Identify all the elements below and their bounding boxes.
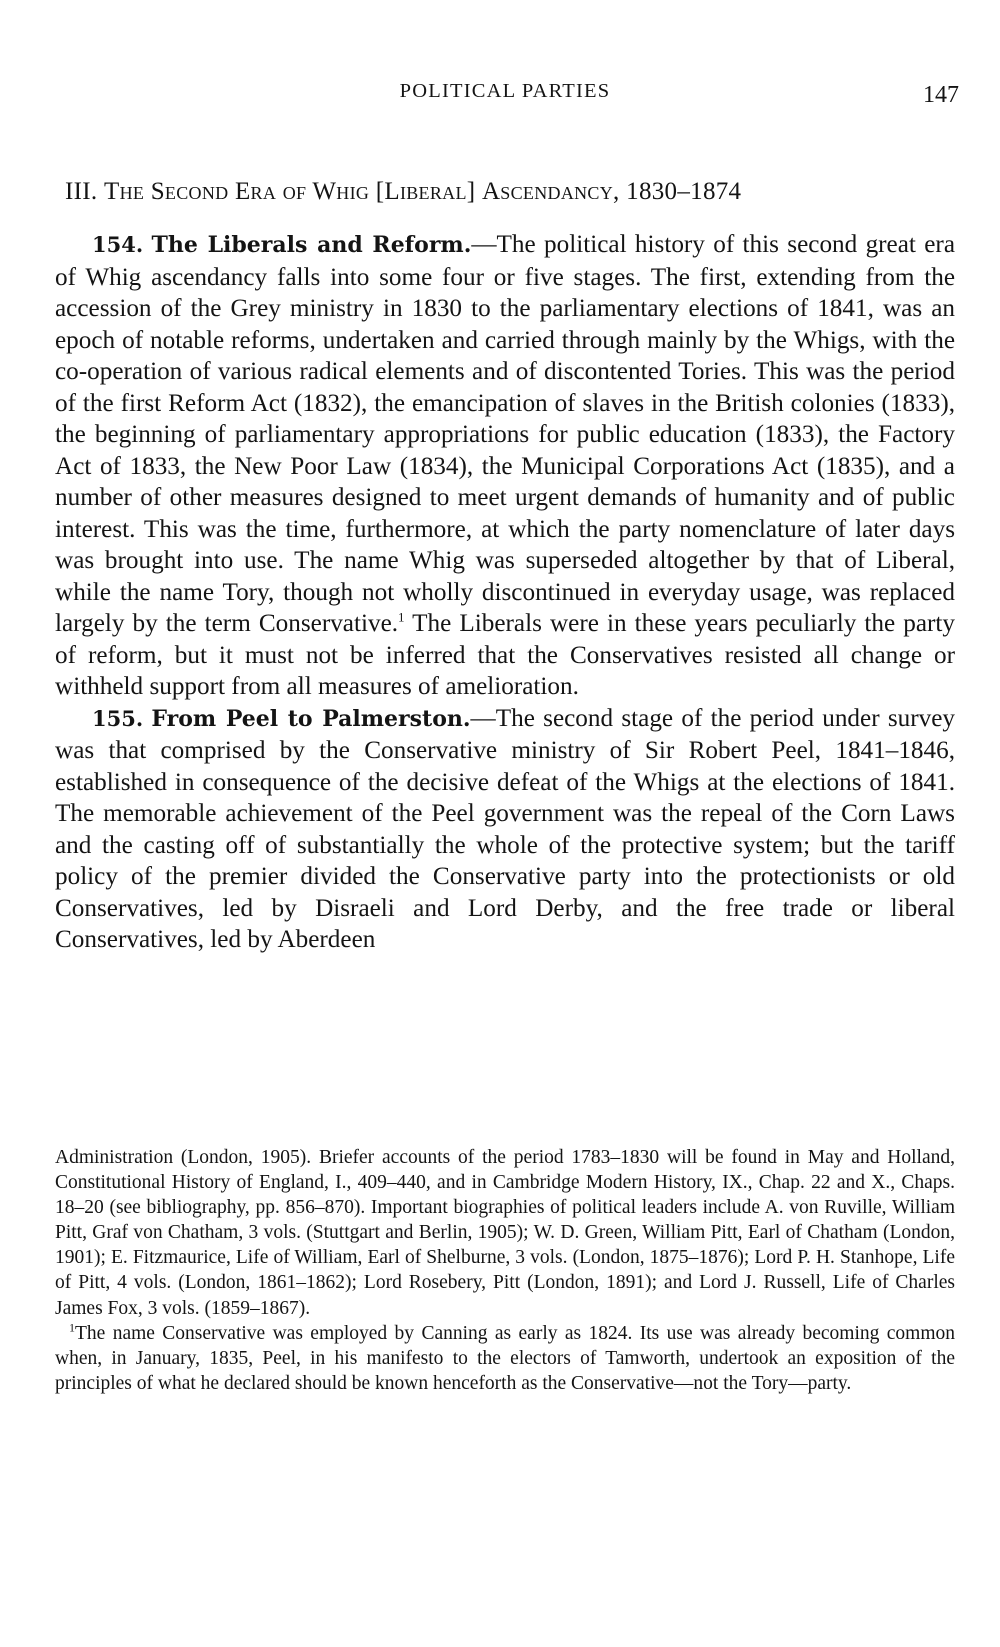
footnote-1	[55, 1321, 955, 1396]
footnote-reference[interactable]: 1	[398, 609, 405, 625]
footnotes	[55, 1145, 955, 1396]
page-number: 147	[923, 82, 959, 108]
section-years: 1830–1874	[626, 178, 742, 205]
running-title: POLITICAL PARTIES	[399, 80, 611, 102]
paragraph-text: —The second stage of the period under survey was that comprised by the Conservative ministry of Sir Robert Peel, 1841–1846, established in consequence of the decisive defeat of the Whigs at the elections of 1841. The memorable achievement of the Peel government was the repeal of the Corn Laws and the casting off of substantially the whole of the protective system; but the tariff policy of the premier divided the Conservative party into the protectionists or old Conservatives, led by Disraeli and Lord Derby, and the free trade or liberal Conservatives, led by Aberdeen	[55, 704, 956, 953]
section-heading: III. The Second Era of Whig [Liberal] Ascendancy, 1830–1874	[65, 178, 742, 205]
paragraph-heading: The Liberals and Reform.	[151, 232, 472, 258]
footnote-continued: Administration (London, 1905). Briefer accounts of the period 1783–1830 will be found in May and Holland, Constitutional History of England, I., 409–440, and in Cambridge Modern History, IX., Chap. 22 and X., Chaps. 18–20 (see bibliography, pp. 856–870). Important biographies of political leaders include A. von Ruville, William Pitt, Graf von Chatham, 3 vols. (Stuttgart and Berlin, 1905); W. D. Green, William Pitt, Earl of Chatham (London, 1901); E. Fitzmaurice, Life of William, Earl of Shelburne, 3 vols. (London, 1875–1876); Lord P. H. Stanhope, Life of Pitt, 4 vols. (London, 1861–1862); Lord Rosebery, Pitt (London, 1891); and Lord J. Russell, Life of Charles James Fox, 3 vols. (1859–1867).	[55, 1147, 955, 1319]
running-head	[55, 78, 959, 112]
section-numeral: III.	[65, 178, 98, 205]
paragraph-154	[55, 229, 955, 703]
footnote-marker: 1	[69, 1320, 75, 1335]
section-title-part2: [Liberal]	[375, 178, 476, 205]
book-page	[55, 0, 959, 1647]
section-title-part1: The Second Era of Whig	[104, 178, 370, 205]
paragraph-155	[55, 703, 955, 956]
section-title-part3: Ascendancy	[481, 178, 614, 205]
paragraph-text-continued: The Liberals were in these years peculiarly the party of reform, but it must not be inferred that the Conservatives resisted all change or withheld support from all measures of amelioration.	[55, 610, 955, 700]
paragraph-heading: From Peel to Palmerston.	[151, 705, 471, 732]
paragraph-text: —The political history of this second great era of Whig ascendancy falls into some four or five stages. The first, extending from the accession of the Grey ministry in 1830 to the parliamentary elections of 1841, was an epoch of notable reforms, undertaken and carried through mainly by the Whigs, with the co-operation of various radical elements and of discontented Tories. This was the period of the first Reform Act (1832), the emancipation of slaves in the British colonies (1833), the beginning of parliamentary appropriations for public education (1833), the Factory Act of 1833, the New Poor Law (1834), the Municipal Corporations Act (1835), and a number of other measures designed to meet urgent demands of humanity and of public interest. This was the time, furthermore, at which the party nomenclature of later days was brought into use. The name Whig was superseded altogether by that of Liberal, while the name Tory, though not wholly discontinued in everyday usage, was replaced largely by the term Conservative.	[55, 231, 956, 637]
body-text	[55, 229, 955, 956]
footnote-1-text: The name Conservative was employed by Canning as early as 1824. Its use was already becoming common when, in January, 1835, Peel, in his manifesto to the electors of Tamworth, undertook an exposition of the principles of what he declared should be known henceforth as the Conservative—not the Tory—party.	[55, 1322, 955, 1394]
paragraph-number: 154.	[92, 232, 144, 257]
paragraph-number: 155.	[92, 705, 144, 731]
